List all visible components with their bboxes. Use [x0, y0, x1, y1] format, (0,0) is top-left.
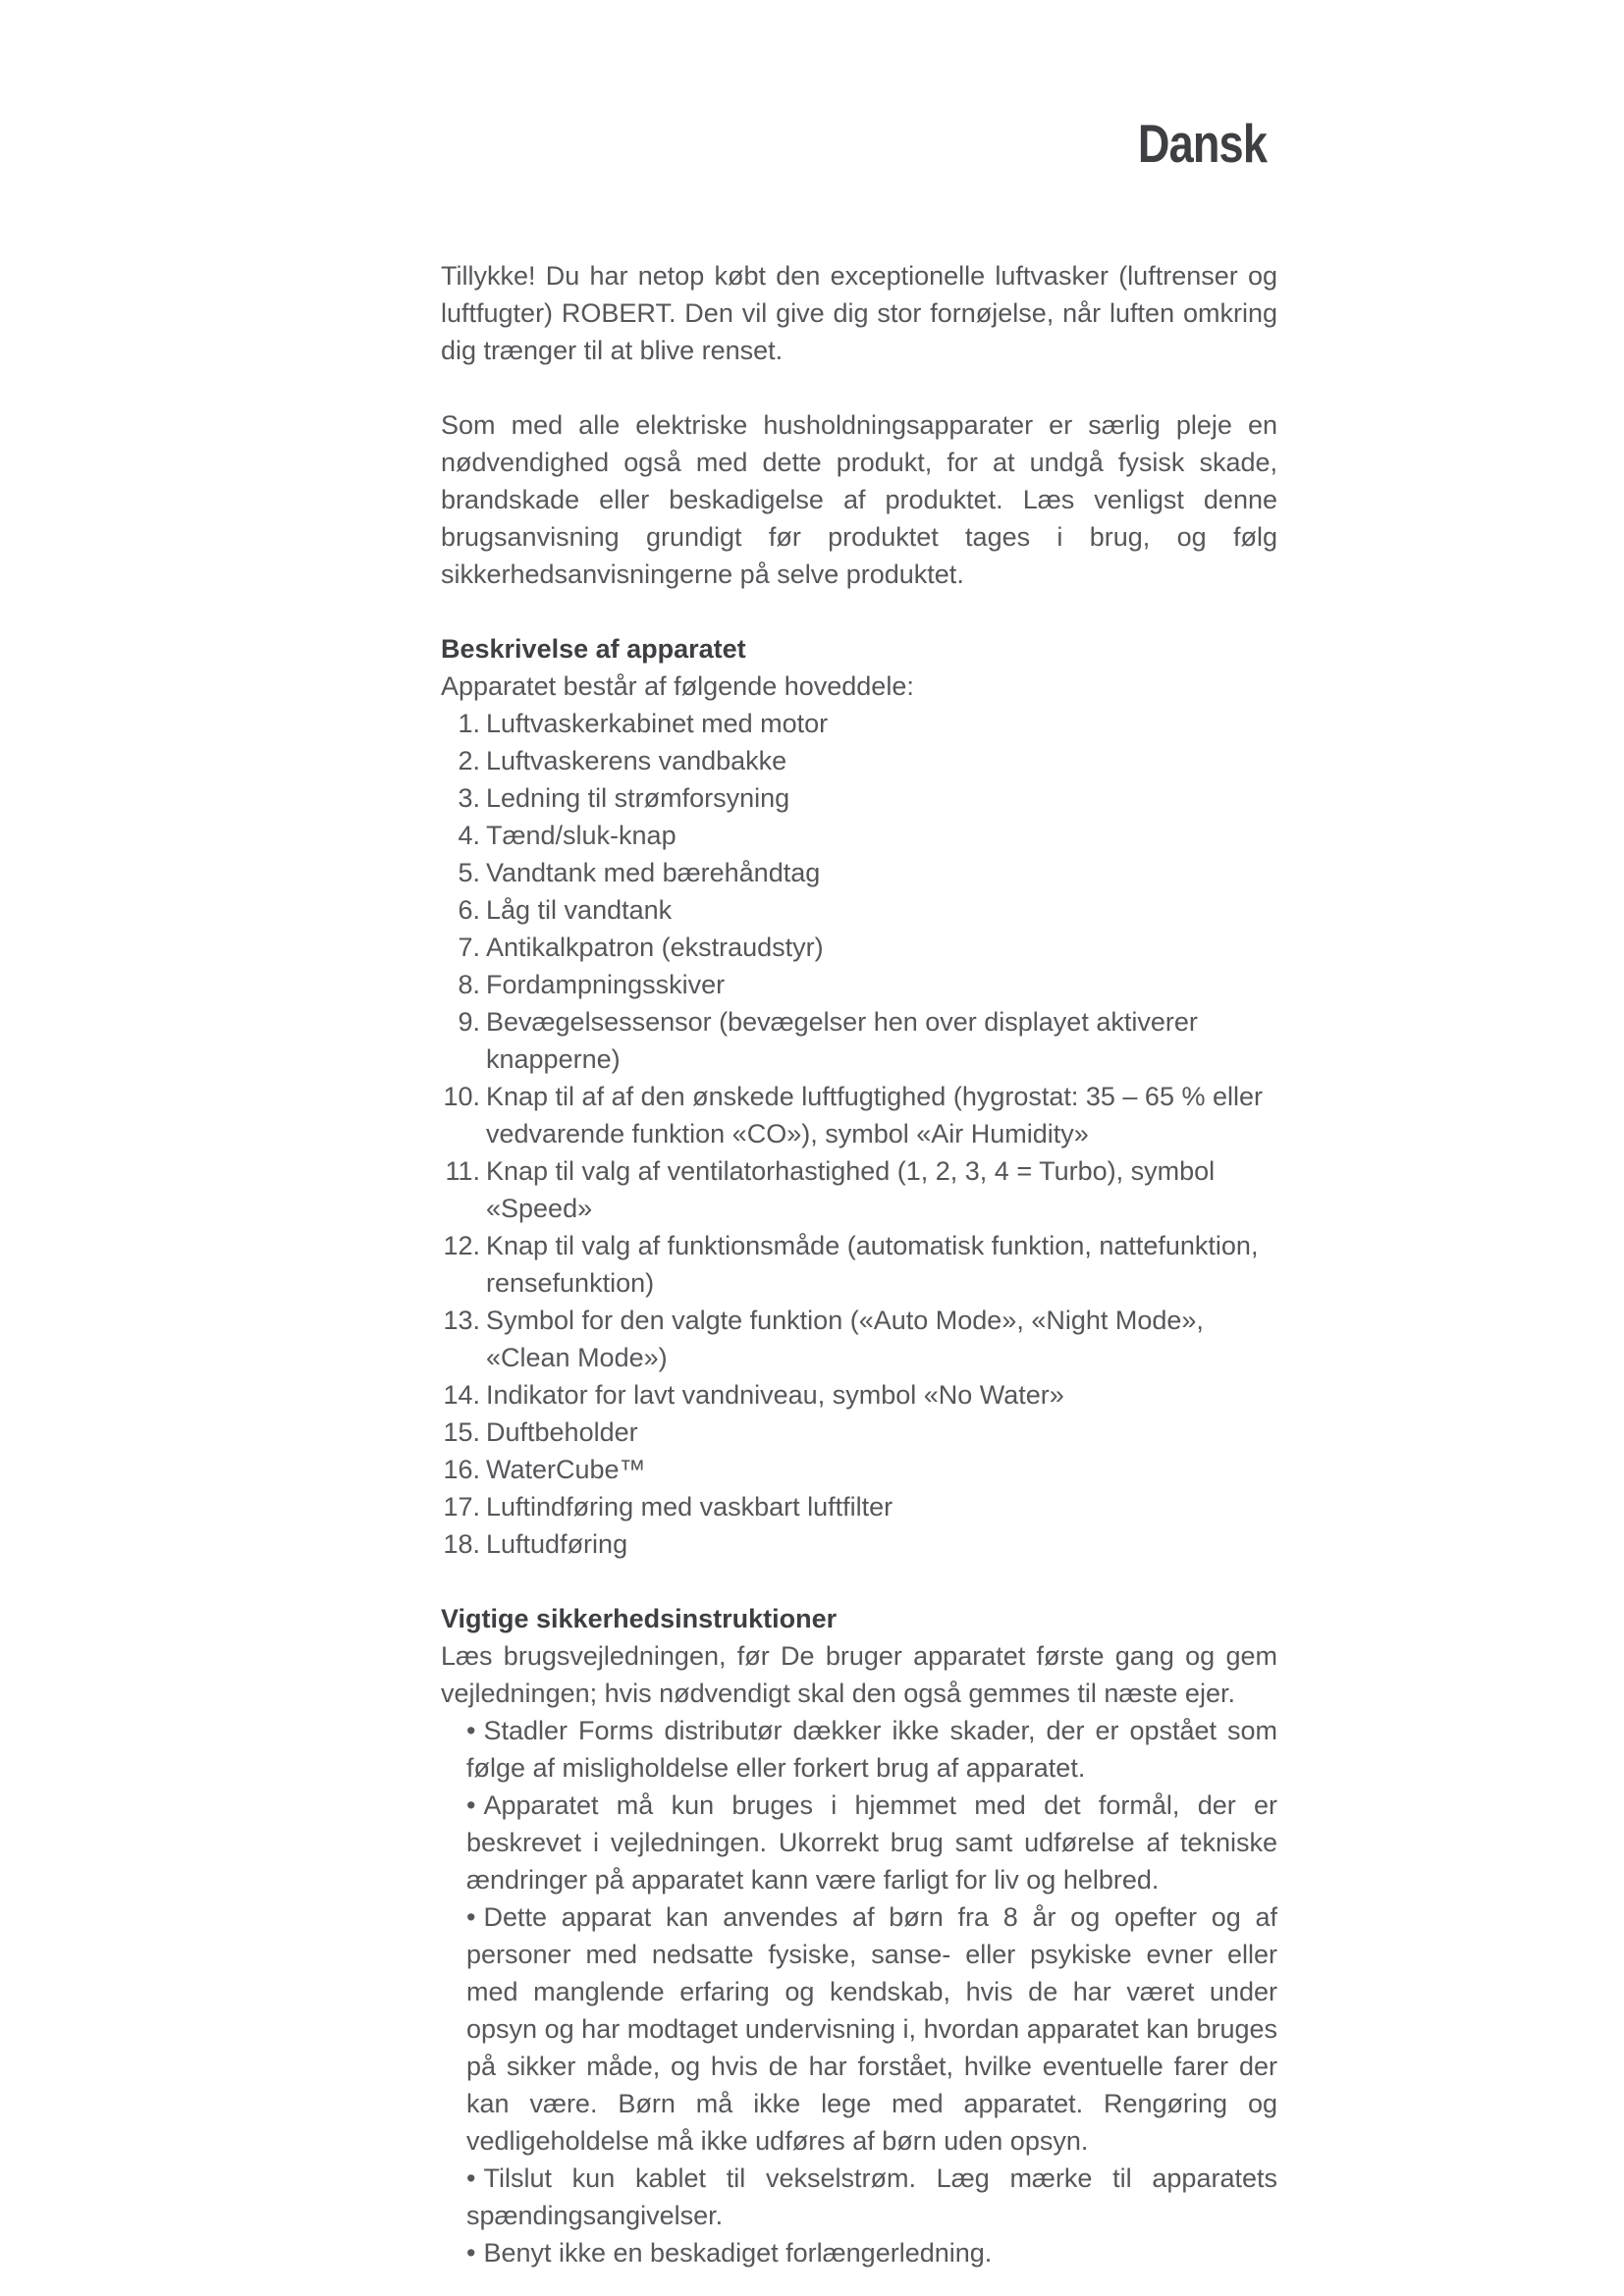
list-item-number: 3. [458, 783, 480, 813]
list-item [441, 966, 1277, 1003]
list-item-number: 7. [458, 933, 480, 962]
description-title: Beskrivelse af apparatet [441, 634, 746, 664]
list-item-text: Tænd/sluk-knap [486, 821, 677, 850]
list-item-text: Låg til vandtank [486, 895, 673, 925]
list-item [441, 891, 1277, 929]
list-item-number: 5. [458, 858, 480, 887]
list-item-number: 14. [443, 1380, 480, 1410]
safety-item-text: Apparatet må kun bruges i hjemmet med det formål, der er beskrevet i vejledningen. Ukorrekt brug samt udførelse af tekniske ændringer på apparatet kann være farligt for liv og helbred. [466, 1790, 1277, 1895]
list-item [441, 1302, 1277, 1376]
safety-item [466, 2160, 1277, 2234]
safety-item [466, 1712, 1277, 1787]
list-item-text: Bevægelsessensor (bevægelser hen over displayet aktiverer knapperne) [486, 1007, 1198, 1074]
list-item-text: Duftbeholder [486, 1417, 638, 1447]
list-item [441, 929, 1277, 966]
intro-paragraph-2: Som med alle elektriske husholdningsapparater er særlig pleje en nødvendighed også med dette produkt, for at undgå fysisk skade, brandskade eller beskadigelse af produktet. Læs venligst denne brugsanvisning grundigt før produktet tages i brug, og følg sikkerhedsanvisningerne på selve produktet. [441, 410, 1277, 589]
list-item [441, 1414, 1277, 1451]
list-item [441, 1376, 1277, 1414]
list-item-number: 10. [443, 1082, 480, 1111]
list-item-text: Knap til valg af ventilatorhastighed (1, 2, 3, 4 = Turbo), symbol «Speed» [486, 1156, 1216, 1223]
safety-item [466, 2234, 1277, 2271]
list-item-number: 11. [445, 1156, 480, 1186]
bullet-icon: • [466, 2163, 476, 2193]
list-item [441, 1525, 1277, 1563]
list-item [441, 742, 1277, 779]
list-item [441, 1227, 1277, 1302]
list-item [441, 1488, 1277, 1525]
safety-title: Vigtige sikkerhedsinstruktioner [441, 1604, 838, 1633]
list-item [441, 817, 1277, 854]
list-item-text: Vandtank med bærehåndtag [486, 858, 821, 887]
parts-list [441, 705, 1277, 1563]
list-item-text: Indikator for lavt vandniveau, symbol «No Water» [486, 1380, 1064, 1410]
list-item-text: WaterCube™ [486, 1455, 646, 1484]
list-item-number: 15. [443, 1417, 480, 1447]
list-item [441, 779, 1277, 817]
safety-item-text: Stadler Forms distributør dækker ikke skader, der er opstået som følge af misligholdelse eller forkert brug af apparatet. [466, 1716, 1277, 1783]
list-item-number: 12. [443, 1231, 480, 1260]
list-item-number: 16. [443, 1455, 480, 1484]
intro-paragraph-1: Tillykke! Du har netop købt den exceptionelle luftvasker (luftrenser og luftfugter) ROBERT. Den vil give dig stor fornøjelse, når luften omkring dig trænger til at blive renset. [441, 261, 1277, 365]
safety-item-text: Benyt ikke en beskadiget forlængerledning. [483, 2238, 993, 2268]
description-lead: Apparatet består af følgende hoveddele: [441, 671, 914, 701]
list-item [441, 1451, 1277, 1488]
safety-item-text: Dette apparat kan anvendes af børn fra 8 år og opefter og af personer med nedsatte fysiske, sanse- eller psykiske evner eller med manglende erfaring og kendskab, hvis de har været under opsyn og har modtaget undervisning i, hvordan apparatet kan bruges på sikker måde, og hvis de har forstået, hvilke eventuelle farer der kan være. Børn må ikke lege med apparatet. Rengøring og vedligeholdelse må ikke udføres af børn uden opsyn. [466, 1902, 1277, 2156]
list-item-text: Symbol for den valgte funktion («Auto Mode», «Night Mode», «Clean Mode») [486, 1306, 1204, 1372]
list-item-text: Knap til valg af funktionsmåde (automatisk funktion, nattefunktion, rensefunktion) [486, 1231, 1259, 1298]
list-item [441, 854, 1277, 891]
safety-item [466, 1787, 1277, 1898]
list-item-number: 6. [458, 895, 480, 925]
list-item-text: Fordampningsskiver [486, 970, 726, 999]
list-item-text: Luftvaskerkabinet med motor [486, 709, 829, 738]
page-content [441, 257, 1277, 2271]
list-item [441, 1078, 1277, 1152]
list-item [441, 1152, 1277, 1227]
bullet-icon: • [466, 1902, 476, 1932]
list-item-number: 9. [458, 1007, 480, 1037]
list-item-number: 13. [443, 1306, 480, 1335]
safety-item-text: Tilslut kun kablet til vekselstrøm. Læg mærke til apparatets spændingsangivelser. [466, 2163, 1277, 2230]
bullet-icon: • [466, 2238, 476, 2268]
list-item-number: 2. [458, 746, 480, 775]
list-item-text: Luftudføring [486, 1529, 628, 1559]
list-item-text: Ledning til strømforsyning [486, 783, 790, 813]
language-heading: Dansk [1137, 113, 1267, 174]
list-item-number: 1. [458, 709, 480, 738]
spacer [441, 1563, 1277, 1600]
safety-lead: Læs brugsvejledningen, før De bruger apparatet første gang og gem vejledningen; hvis nødvendigt skal den også gemmes til næste ejer. [441, 1641, 1277, 1708]
list-item [441, 705, 1277, 742]
list-item-text: Knap til af af den ønskede luftfugtighed (hygrostat: 35 – 65 % eller vedvarende funktion «CO»), symbol «Air Humidity» [486, 1082, 1263, 1148]
list-item-number: 18. [443, 1529, 480, 1559]
bullet-icon: • [466, 1790, 476, 1820]
spacer [441, 369, 1277, 406]
bullet-icon: • [466, 1716, 476, 1745]
safety-item [466, 1898, 1277, 2160]
list-item-text: Luftvaskerens vandbakke [486, 746, 787, 775]
list-item-number: 4. [458, 821, 480, 850]
list-item-number: 8. [458, 970, 480, 999]
safety-list [441, 1712, 1277, 2271]
list-item-number: 17. [443, 1492, 480, 1522]
list-item [441, 1003, 1277, 1078]
spacer [441, 593, 1277, 630]
list-item-text: Antikalkpatron (ekstraudstyr) [486, 933, 824, 962]
list-item-text: Luftindføring med vaskbart luftfilter [486, 1492, 893, 1522]
